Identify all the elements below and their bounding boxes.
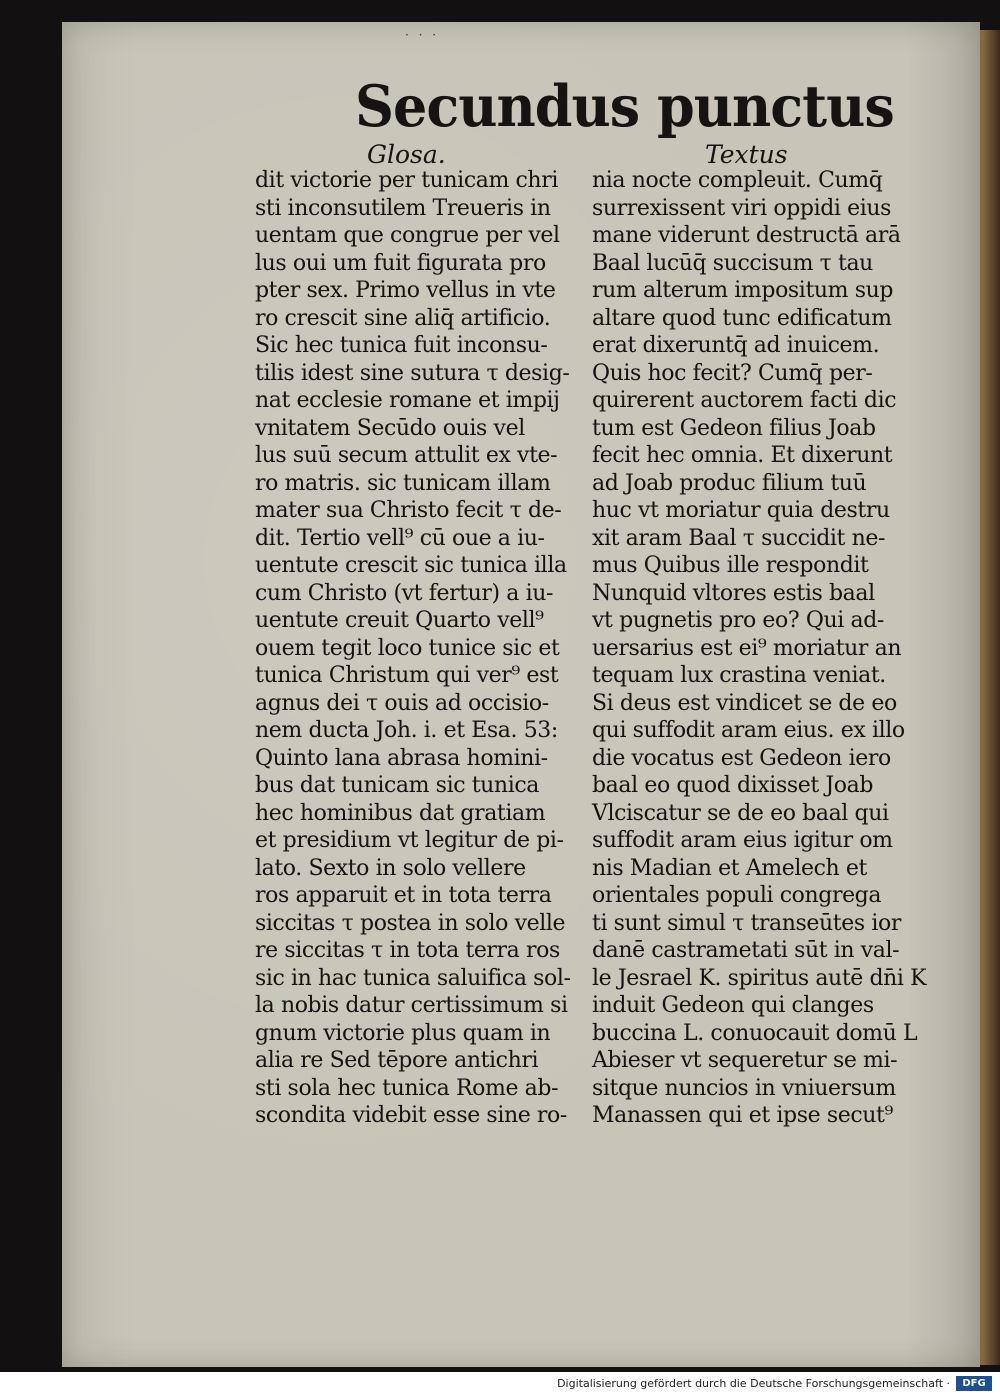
- text-line: ti sunt simul τ transeūtes ior: [592, 910, 901, 936]
- text-line: lus suū secum attulit ex vte-: [255, 443, 558, 468]
- text-line: dit victorie per tunicam chri: [255, 168, 558, 193]
- text-line: dit. Tertio vell⁹ cū oue a iu-: [255, 525, 545, 551]
- text-line: pter sex. Primo vellus in vte: [255, 278, 556, 303]
- text-line: huc vt moriatur quia destru: [592, 498, 890, 523]
- text-line: nat ecclesie romane et impij: [255, 388, 560, 413]
- text-line: ro matris. sic tunicam illam: [255, 470, 551, 496]
- text-line: mater sua Christo fecit τ de-: [255, 498, 562, 523]
- text-line: sti inconsutilem Treueris in: [255, 195, 551, 221]
- text-line: tequam lux crastina veniat.: [592, 663, 886, 688]
- text-line: ro crescit sine aliq̄ artificio.: [255, 305, 551, 331]
- text-line: Vlciscatur se de eo baal qui: [592, 800, 889, 826]
- text-line: die vocatus est Gedeon iero: [592, 745, 891, 771]
- text-line: buccina L. conuocauit domū L: [592, 1020, 918, 1046]
- dfg-logo: DFG: [956, 1376, 992, 1391]
- text-line: Manassen qui et ipse secut⁹: [592, 1103, 893, 1128]
- text-line: sitque nuncios in vniuersum: [592, 1075, 896, 1101]
- text-line: siccitas τ postea in solo velle: [255, 910, 566, 936]
- text-line: Abieser vt sequeretur se mi-: [592, 1048, 898, 1073]
- text-line: cum Christo (vt fertur) a iu-: [255, 580, 554, 606]
- text-line: altare quod tunc edificatum: [592, 305, 892, 331]
- text-line: erat dixeruntq̄ ad inuicem.: [592, 333, 880, 358]
- text-line: quirerent auctorem facti dic: [592, 388, 897, 413]
- text-line: uentute creuit Quarto vell⁹: [255, 608, 544, 633]
- text-line: qui suffodit aram eius. ex illo: [592, 718, 905, 743]
- text-line: uentam que congrue per vel: [255, 223, 560, 248]
- text-line: orientales populi congrega: [592, 883, 882, 908]
- text-line: agnus dei τ ouis ad occisio-: [255, 690, 549, 716]
- text-line: lus oui um fuit figurata pro: [255, 250, 546, 276]
- text-line: hec hominibus dat gratiam: [255, 800, 546, 826]
- text-line: xit aram Baal τ succidit ne-: [592, 525, 885, 551]
- text-line: Quis hoc fecit? Cumq̄ per-: [592, 360, 873, 386]
- text-line: mane viderunt destructā arā: [592, 223, 901, 248]
- left-column-gloss: [255, 167, 575, 1130]
- text-line: baal eo quod dixisset Joab: [592, 773, 874, 798]
- text-line: scondita videbit esse sine ro-: [255, 1103, 567, 1128]
- text-line: Quinto lana abrasa homini-: [255, 745, 548, 771]
- text-line: et presidium vt legitur de pi-: [255, 828, 564, 853]
- text-line: fecit hec omnia. Et dixerunt: [592, 443, 893, 468]
- text-line: suffodit aram eius igitur om: [592, 828, 893, 853]
- text-line: re siccitas τ in tota terra ros: [255, 938, 560, 963]
- text-line: nem ducta Joh. i. et Esa. 53:: [255, 718, 558, 743]
- text-line: induit Gedeon qui clanges: [592, 993, 874, 1018]
- text-line: Sic hec tunica fuit inconsu-: [255, 333, 548, 358]
- right-column-text: [592, 167, 932, 1130]
- text-line: alia re Sed tēpore antichri: [255, 1048, 539, 1073]
- text-line: surrexissent viri oppidi eius: [592, 195, 892, 221]
- text-line: ros apparuit et in tota terra: [255, 883, 552, 908]
- text-line: rum alterum impositum sup: [592, 278, 894, 303]
- text-line: la nobis datur certissimum si: [255, 993, 568, 1018]
- text-line: le Jesrael K. spiritus autē dn̄i K: [592, 965, 927, 991]
- text-line: lato. Sexto in solo vellere: [255, 855, 526, 881]
- text-line: tum est Gedeon filius Joab: [592, 415, 876, 441]
- text-line: nis Madian et Amelech et: [592, 855, 867, 881]
- text-line: vt pugnetis pro eo? Qui ad-: [592, 608, 884, 633]
- text-line: danē castrametati sūt in val-: [592, 938, 900, 963]
- right-column-heading: Textus: [705, 140, 788, 169]
- text-line: Baal lucūq̄ succisum τ tau: [592, 250, 873, 276]
- text-line: sic in hac tunica saluifica sol-: [255, 965, 571, 991]
- text-line: ad Joab produc filium tuū: [592, 470, 867, 496]
- text-line: uentute crescit sic tunica illa: [255, 553, 567, 578]
- text-line: Nunquid vltores estis baal: [592, 580, 875, 606]
- text-line: ouem tegit loco tunice sic et: [255, 635, 560, 661]
- text-line: tilis idest sine sutura τ desig-: [255, 360, 570, 386]
- text-line: nia nocte compleuit. Cumq̄: [592, 168, 883, 193]
- text-line: vnitatem Secūdo ouis vel: [255, 415, 525, 441]
- text-line: sti sola hec tunica Rome ab-: [255, 1075, 559, 1101]
- left-column-heading: Glosa.: [367, 140, 446, 169]
- text-line: tunica Christum qui ver⁹ est: [255, 663, 559, 688]
- page-heading: Secundus punctus: [355, 72, 894, 140]
- text-line: gnum victorie plus quam in: [255, 1020, 551, 1046]
- text-line: mus Quibus ille respondit: [592, 553, 869, 578]
- text-line: uersarius est ei⁹ moriatur an: [592, 635, 902, 661]
- footer-bar: [0, 1372, 1000, 1397]
- text-line: Si deus est vindicet se de eo: [592, 690, 897, 716]
- footer-credit: Digitalisierung gefördert durch die Deutsche Forschungsgemeinschaft ·: [557, 1377, 950, 1390]
- signature-mark: · · ·: [405, 28, 440, 42]
- text-line: bus dat tunicam sic tunica: [255, 773, 539, 798]
